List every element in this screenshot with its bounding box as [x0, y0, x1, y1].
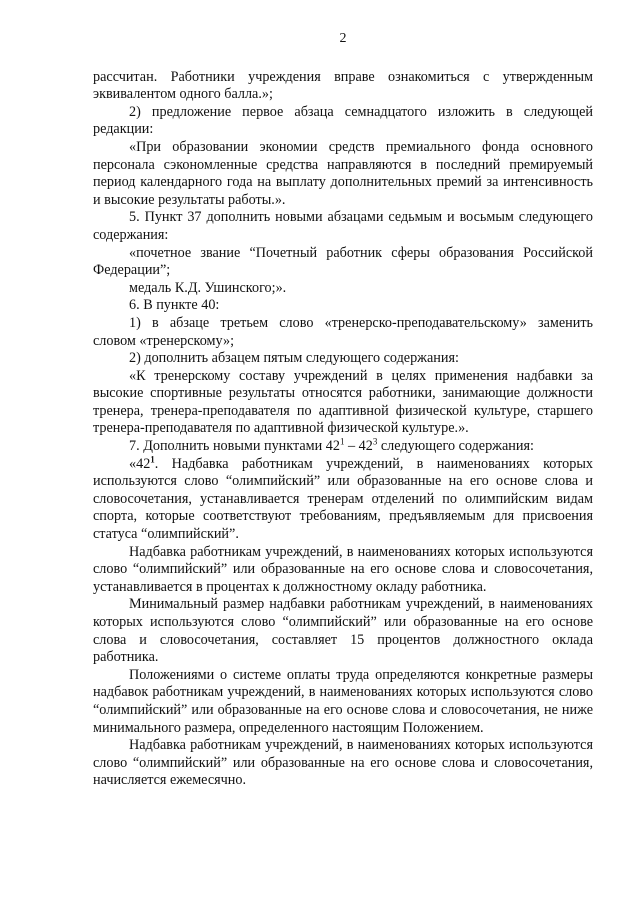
- paragraph-item-2: 2) предложение первое абзаца семнадцатого изложить в следующей редакции:: [93, 103, 593, 138]
- paragraph-42-1: [93, 453, 593, 544]
- paragraph-quote-premium: «При образовании экономии средств премиального фонда основного персонала сэкономленные средства направляются в последний премируемый период календарного года на выплату дополнительных премий за интенсивность и высокие результаты работы.».: [93, 138, 593, 208]
- paragraph-item-6-1: 1) в абзаце третьем слово «тренерско-преподавательскому» заменить словом «тренерскому»;: [93, 314, 593, 349]
- item-7-sup-3: 3: [372, 436, 378, 447]
- point-42-1-sup: 1: [150, 453, 155, 464]
- paragraph-item-6-2: 2) дополнить абзацем пятым следующего содержания:: [129, 350, 459, 367]
- point-42-1-text: . Надбавка работникам учреждений, в наименованиях которых используются слово “олимпийский” или образованные на его основе слова и словосочетания, устанавливается тренерам отделений по олимпийским видам спорта, которые соответствуют требованиям, предъявляемым для присвоения статуса “олимпийский”.: [93, 455, 593, 543]
- item-7-text-b: – 42: [344, 438, 373, 455]
- paragraph-medal: медаль К.Д. Ушинского;».: [129, 279, 287, 296]
- paragraph-item-6: 6. В пункте 40:: [129, 297, 220, 314]
- paragraph-olympic-allowance-monthly: Надбавка работникам учреждений, в наименованиях которых используются слово “олимпийский” или образованные на его основе слова и словосочетания, начисляется ежемесячно.: [93, 737, 593, 789]
- item-7-text-c: следующего содержания:: [377, 438, 534, 455]
- paragraph-quote-coaching-staff: «К тренерскому составу учреждений в целях применения надбавки за высокие спортивные результаты относятся работники, занимающие должности тренера, тренера-преподавателя по адаптивной физической культуре, старшего тренера-преподавателя по адаптивной физической культуре.».: [93, 367, 593, 437]
- paragraph-item-7: [93, 438, 593, 456]
- paragraph-continuation: рассчитан. Работники учреждения вправе ознакомиться с утвержденным эквивалентом одного балла.»;: [93, 68, 593, 103]
- paragraph-honorary-title: «почетное звание “Почетный работник сферы образования Российской Федерации”;: [93, 244, 593, 279]
- page-number: 2: [339, 31, 347, 46]
- paragraph-item-5: 5. Пункт 37 дополнить новыми абзацами седьмым и восьмым следующего содержания:: [93, 209, 593, 243]
- document-page: [93, 30, 593, 790]
- item-7-sup-1: 1: [339, 436, 345, 447]
- item-7-text-a: 7. Дополнить новыми пунктами 42: [129, 438, 340, 455]
- paragraph-olympic-allowance-percent: Надбавка работникам учреждений, в наименованиях которых используются слово “олимпийский” или образованные на его основе слова и словосочетания, устанавливается в процентах к должностному окладу работника.: [93, 543, 593, 595]
- point-42-1-number: «42: [129, 455, 151, 472]
- paragraph-olympic-allowance-minimum: Минимальный размер надбавки работникам учреждений, в наименованиях которых используются слово “олимпийский” или образованные на его основе слова и словосочетания, составляет 15 процентов должностного оклада работника.: [93, 596, 593, 666]
- paragraph-olympic-allowance-regulations: Положениями о системе оплаты труда определяются конкретные размеры надбавок работникам учреждений, в наименованиях которых используются слово “олимпийский” или образованные на его основе слова и словосочетания, не ниже минимального размера, определенного настоящим Положением.: [93, 666, 593, 736]
